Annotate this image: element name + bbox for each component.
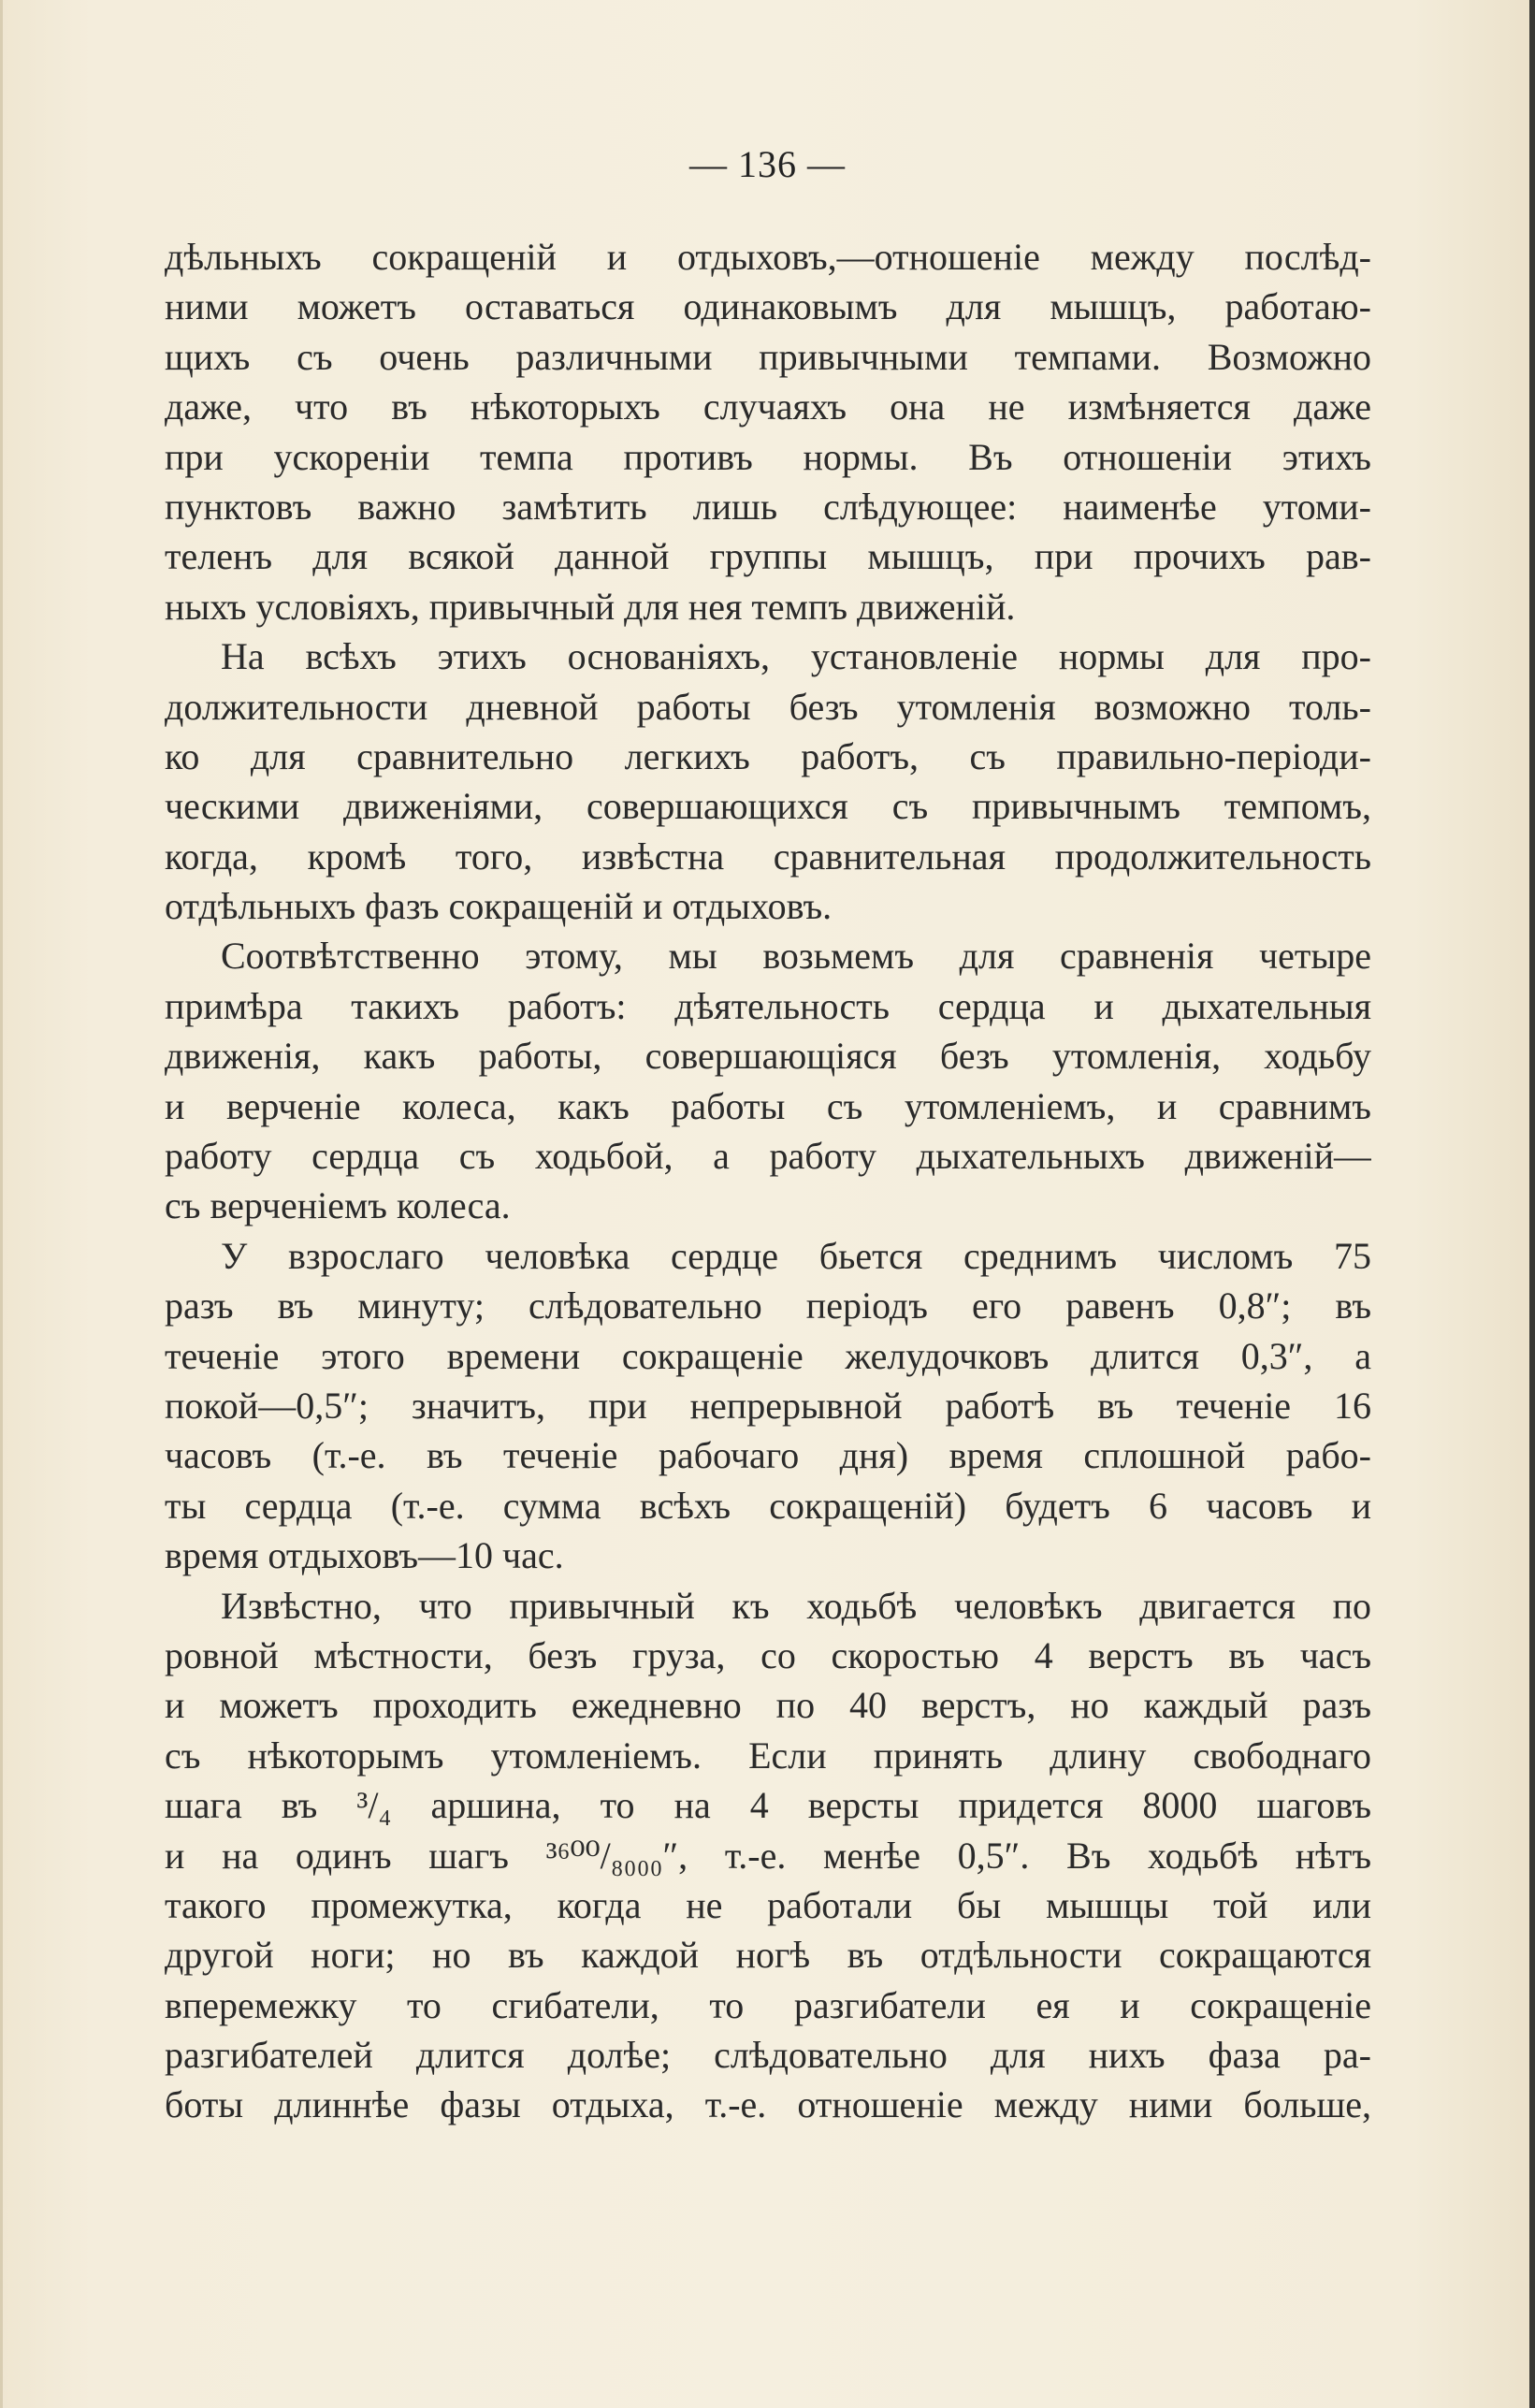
text-line: ты сердца (т.-е. сумма всѣхъ сокращеній) будетъ 6 часовъ и	[165, 1484, 1371, 1527]
text-line: движенія, какъ работы, совершающіяся безъ утомленія, ходьбу	[165, 1035, 1371, 1078]
text-line: часовъ (т.-е. въ теченіе рабочаго дня) время сплошной рабо-	[165, 1434, 1371, 1477]
paragraph	[165, 1581, 1371, 2130]
text-line: работу сердца съ ходьбой, а работу дыхательныхъ движеній—	[165, 1135, 1371, 1178]
text-line: и верченіе колеса, какъ работы съ утомленіемъ, и сравнимъ	[165, 1084, 1371, 1127]
text-line: щихъ съ очень различными привычными темпами. Возможно	[165, 335, 1371, 378]
text-line: отдѣльныхъ фазъ сокращеній и отдыховъ.	[165, 885, 833, 928]
text-line: разъ въ минуту; слѣдовательно періодъ его равенъ 0,8″; въ	[165, 1284, 1371, 1327]
text-line: Соотвѣтственно этому, мы возьмемъ для сравненія четыре	[221, 935, 1371, 978]
text-line: другой ноги; но въ каждой ногѣ въ отдѣльности сокращаются	[165, 1934, 1371, 1977]
text-line: разгибателей длится долѣе; слѣдовательно для нихъ фаза ра-	[165, 2034, 1371, 2077]
text-line: У взрослаго человѣка сердце бьется среднимъ числомъ 75	[221, 1234, 1371, 1277]
paragraph	[165, 631, 1371, 931]
page-left-edge	[0, 0, 3, 2408]
text-line: На всѣхъ этихъ основаніяхъ, установленіе нормы для про-	[221, 635, 1371, 678]
paragraph	[165, 232, 1371, 631]
text-line: ровной мѣстности, безъ груза, со скоростью 4 верстъ въ часъ	[165, 1633, 1371, 1676]
text-line: покой—0,5″; значитъ, при непрерывной работѣ въ теченіе 16	[165, 1384, 1371, 1427]
text-line: ныхъ условіяхъ, привычный для нея темпъ движеній.	[165, 585, 1016, 628]
text-line: даже, что въ нѣкоторыхъ случаяхъ она не измѣняется даже	[165, 385, 1371, 428]
text-line: примѣра такихъ работъ: дѣятельность сердца и дыхательныя	[165, 984, 1371, 1027]
text-line: когда, кромѣ того, извѣстна сравнительная продолжительность	[165, 834, 1371, 878]
text-line: и можетъ проходить ежедневно по 40 верстъ, но каждый разъ	[165, 1684, 1371, 1727]
text-line: теченіе этого времени сокращеніе желудочковъ длится 0,3″, а	[165, 1334, 1371, 1377]
text-line: такого промежутка, когда не работали бы мышцы той или	[165, 1883, 1371, 1926]
text-line: и на одинъ шагъ ³⁶⁰⁰/₈₀₀₀″, т.-е. менѣе 0,5″. Въ ходьбѣ нѣтъ	[165, 1834, 1371, 1877]
text-line: теленъ для всякой данной группы мышцъ, при прочихъ рав-	[165, 535, 1371, 578]
scan-dark-edge	[1529, 0, 1535, 2408]
text-line: ческими движеніями, совершающихся съ привычнымъ темпомъ,	[165, 785, 1371, 828]
text-line: съ нѣкоторымъ утомленіемъ. Если принять длину свободнаго	[165, 1733, 1371, 1777]
page-number: — 136 —	[689, 143, 846, 185]
text-line: должительности дневной работы безъ утомленія возможно толь-	[165, 685, 1371, 728]
text-line: вперемежку то сгибатели, то разгибатели ея и сокращеніе	[165, 1983, 1371, 2026]
text-line: боты длиннѣе фазы отдыха, т.-е. отношеніе между ними больше,	[165, 2083, 1371, 2126]
text-line: время отдыховъ—10 час.	[165, 1534, 564, 1577]
text-line: пунктовъ важно замѣтить лишь слѣдующее: наименѣе утоми-	[165, 485, 1371, 528]
text-line: дѣльныхъ сокращеній и отдыховъ,—отношеніе между послѣд-	[165, 236, 1371, 278]
text-line: шага въ ³/₄ аршина, то на 4 версты придется 8000 шаговъ	[165, 1784, 1371, 1827]
text-line: съ верченіемъ колеса.	[165, 1184, 511, 1227]
paragraph	[165, 1231, 1371, 1581]
paragraph	[165, 931, 1371, 1230]
text-line: при ускореніи темпа противъ нормы. Въ отношеніи этихъ	[165, 435, 1371, 478]
text-line: ними можетъ оставаться одинаковымъ для мышцъ, работаю-	[165, 285, 1371, 328]
text-line: ко для сравнительно легкихъ работъ, съ правильно-періоди-	[165, 734, 1371, 777]
text-line: Извѣстно, что привычный къ ходьбѣ человѣкъ двигается по	[221, 1584, 1371, 1627]
page-body-text	[165, 232, 1371, 2130]
